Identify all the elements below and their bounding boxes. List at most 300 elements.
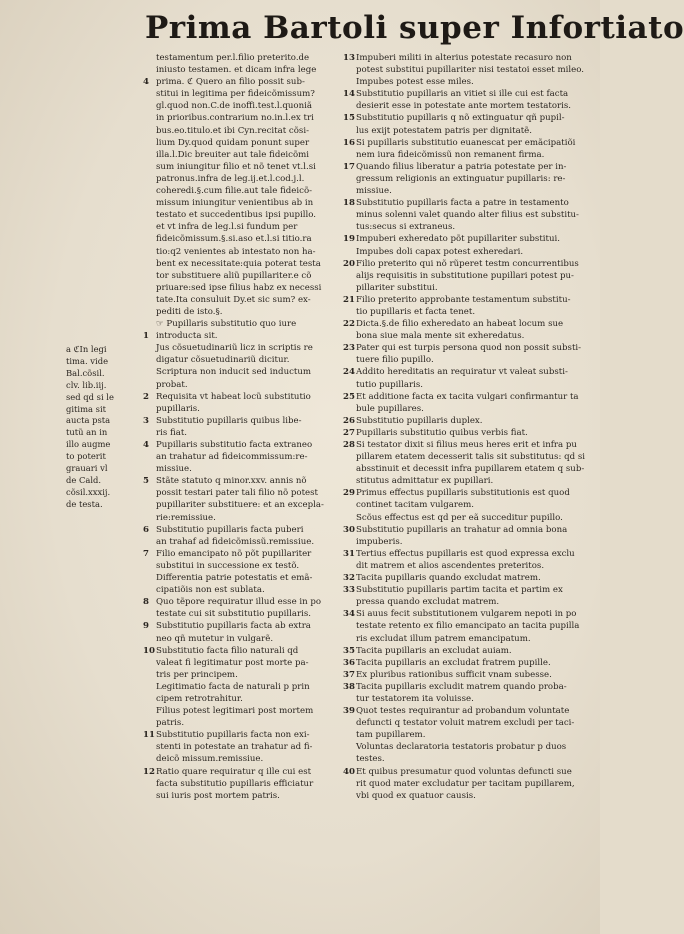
text-line — [343, 185, 593, 197]
line-text: Pupillaris substitutio quibus verbis fiat. — [356, 427, 528, 438]
line-text: stitutus admittatur ex pupillari. — [356, 476, 494, 487]
line-text: Primus effectus pupillaris substitutionis est quod — [356, 488, 570, 499]
text-line — [143, 197, 336, 209]
paragraph-number: 17 — [343, 161, 355, 172]
text-line — [143, 366, 336, 378]
line-text: pillariter substitui. — [356, 282, 438, 293]
margin-note-line: tima. vide — [66, 355, 109, 366]
text-line — [343, 741, 593, 753]
line-text: probat. — [156, 379, 188, 390]
text-line — [143, 439, 336, 451]
line-text: Tacita pupillaris an excludat auiam. — [356, 645, 512, 656]
margin-note-line: a ℭIn legi — [66, 344, 107, 354]
text-line — [343, 766, 593, 778]
line-text: Substitutio pupillaris duplex. — [356, 415, 483, 426]
text-line — [143, 330, 336, 342]
text-line — [143, 596, 336, 608]
line-text: Si auus fecit substitutionem vulgarem nepoti in po — [356, 609, 577, 620]
line-text: Si pupillaris substitutio euanescat per emãcipatiõi — [356, 137, 576, 148]
line-text: Impuberi exheredato põt pupillariter substitui. — [356, 234, 561, 245]
line-text: valeat fi legitimatur post morte pa- — [156, 657, 309, 668]
text-line — [143, 246, 336, 258]
text-line — [343, 88, 593, 100]
text-line — [143, 487, 336, 499]
text-line — [343, 729, 593, 741]
paragraph-number: 22 — [343, 319, 355, 330]
text-line — [343, 415, 593, 427]
text-line — [343, 778, 593, 790]
line-text: defuncti q testator voluit matrem excludi per taci- — [356, 718, 575, 729]
line-text: pediti de isto.§. — [156, 306, 223, 317]
line-text: tate.Ita consuluit Dy.et sic sum? ex- — [156, 294, 311, 305]
line-text: Substitutio pupillaris q nõ extinguatur qñ pupil- — [356, 113, 565, 124]
paragraph-number: 4 — [143, 440, 149, 450]
paragraph-number: 6 — [143, 524, 149, 535]
paragraph-number: 21 — [343, 294, 355, 305]
text-line — [143, 608, 336, 620]
text-line — [343, 342, 593, 354]
text-line — [343, 487, 593, 499]
line-text: tur testatorem ita voluisse. — [356, 693, 474, 704]
margin-note-line: gitima sit — [66, 403, 107, 414]
text-line — [343, 693, 593, 705]
line-text: sui iuris post mortem patris. — [156, 790, 280, 801]
line-text: Requisita vt habeat locũ substitutio — [156, 391, 311, 402]
line-text: cipatiõis non est sublata. — [156, 585, 265, 596]
line-text: minus solenni valet quando alter filius est substitu- — [356, 210, 579, 221]
paragraph-number: 27 — [343, 427, 355, 438]
text-line — [143, 379, 336, 391]
paragraph-number: 33 — [343, 585, 355, 596]
text-line — [143, 415, 336, 427]
paragraph-number: 10 — [143, 645, 155, 656]
line-text: neo qñ mutetur in vulgarẽ. — [156, 633, 274, 644]
text-line — [143, 778, 336, 790]
text-line — [143, 753, 336, 765]
paragraph-number: 36 — [343, 657, 355, 668]
line-text: Substitutio pupillaris partim tacita et partim ex — [356, 585, 563, 596]
margin-note-line: illo augme — [66, 439, 111, 450]
paragraph-number: 40 — [343, 766, 355, 777]
text-line — [343, 76, 593, 88]
line-text: tio pupillaris et facta tenet. — [356, 306, 476, 317]
text-line — [343, 294, 593, 306]
line-text: ris excludat illum patrem emancipatum. — [356, 633, 531, 644]
line-text: fideicõmissum.§.si.aso et.l.si titio.ra — [156, 234, 312, 245]
line-text: stitui in legitima per fideicõmissum? — [156, 89, 315, 100]
line-text: Jus cõsuetudinariũ licz in scriptis re — [156, 343, 313, 354]
line-text: Scriptura non inducit sed inductum — [156, 367, 312, 378]
text-line — [343, 112, 593, 124]
line-text: gressum religionis an extinguatur pupillaris: re- — [356, 173, 566, 184]
paragraph-number: 8 — [143, 597, 149, 608]
text-line — [343, 366, 593, 378]
paragraph-number: 15 — [343, 113, 355, 124]
text-line — [143, 282, 336, 294]
line-text: tris per principem. — [156, 669, 238, 680]
line-text: Scõus effectus est qd per eã succeditur pupillo. — [356, 512, 563, 523]
text-line — [143, 209, 336, 221]
text-line — [343, 270, 593, 282]
text-line — [143, 790, 336, 802]
line-text: ☞ Pupillaris substitutio quo iure — [156, 319, 297, 330]
text-line — [343, 633, 593, 645]
text-line — [143, 451, 336, 463]
paragraph-number: 3 — [143, 415, 149, 426]
line-text: an trahatur ad fideicommissum:re- — [156, 452, 308, 463]
text-line — [343, 499, 593, 511]
text-line — [143, 161, 336, 173]
line-text: tus:secus si extraneus. — [356, 222, 456, 233]
text-line — [143, 88, 336, 100]
paragraph-number: 37 — [343, 669, 355, 680]
running-title: Prima Bartoli super Infortiato — [145, 10, 684, 46]
line-text: prima. ℭ Quero an filio possit sub- — [156, 77, 305, 88]
text-line — [343, 524, 593, 536]
margin-note-line: Bal.cõsil. — [66, 367, 105, 378]
text-line — [343, 596, 593, 608]
text-line — [343, 536, 593, 548]
text-line — [343, 209, 593, 221]
paragraph-number: 34 — [343, 609, 355, 620]
paragraph-number: 30 — [343, 524, 355, 535]
line-text: dit matrem et alios ascendentes preteritos. — [356, 560, 545, 571]
marginal-annotation — [66, 344, 140, 511]
line-text: potest substitui pupillariter nisi testatoi esset mileo. — [356, 65, 584, 76]
line-text: rie:remissiue. — [156, 512, 216, 523]
line-text: bona siue mala mente sit exheredatus. — [356, 331, 525, 342]
text-line — [343, 100, 593, 112]
text-line — [143, 620, 336, 632]
line-text: Substitutio facta filio naturali qd — [156, 645, 299, 656]
line-text: Pupillaris substitutio facta extraneo — [156, 440, 313, 450]
text-line — [343, 330, 593, 342]
text-line — [343, 548, 593, 560]
line-text: gl.quod non.C.de inoffi.test.l.quoniã — [156, 101, 312, 112]
line-text: Ratio quare requiratur q ille cui est — [156, 766, 312, 777]
text-line — [143, 185, 336, 197]
line-text: Substitutio pupillaris facta non exi- — [156, 730, 310, 741]
line-text: sum iniungitur filio et nõ tenet vt.l.si — [156, 161, 316, 172]
text-line — [343, 403, 593, 415]
line-text: Filius potest legitimari post mortem — [156, 706, 314, 717]
line-text: Tacita pupillaris excludit matrem quando proba- — [356, 681, 567, 692]
paragraph-number: 24 — [343, 367, 355, 378]
line-text: Impubes potest esse miles. — [356, 77, 474, 88]
paragraph-number: 19 — [343, 234, 355, 245]
line-text: Tacita pupillaris quando excludat matrem. — [356, 573, 541, 584]
line-text: patronus.infra de leg.ij.et.l.cod.j.l. — [156, 173, 305, 184]
text-line — [343, 475, 593, 487]
paragraph-number: 38 — [343, 681, 355, 692]
text-line — [343, 572, 593, 584]
text-line — [343, 681, 593, 693]
line-text: digatur cõsuetudinariũ dicitur. — [156, 355, 290, 366]
text-line — [343, 52, 593, 64]
line-text: tio:q2 venientes ab intestato non ha- — [156, 246, 316, 257]
text-line — [343, 64, 593, 76]
text-line — [143, 657, 336, 669]
text-line — [143, 560, 336, 572]
paragraph-number: 31 — [343, 548, 355, 559]
paragraph-number: 39 — [343, 706, 355, 717]
text-line — [143, 512, 336, 524]
text-line — [343, 705, 593, 717]
line-text: facta substitutio pupillaris efficiatur — [156, 778, 314, 789]
paragraph-number: 13 — [343, 53, 355, 63]
paragraph-number: 4 — [143, 77, 149, 88]
text-line — [143, 100, 336, 112]
text-line — [343, 657, 593, 669]
margin-note-line: sed qd si le — [66, 391, 114, 402]
text-line — [143, 499, 336, 511]
line-text: testate cui sit substitutio pupillaris. — [156, 609, 312, 620]
text-line — [343, 463, 593, 475]
paragraph-number: 2 — [143, 391, 149, 402]
text-line — [143, 137, 336, 149]
paragraph-number: 20 — [343, 258, 355, 269]
line-text: Et additione facta ex tacita vulgari confirmantur ta — [356, 391, 579, 402]
text-line — [143, 633, 336, 645]
line-text: missiue. — [356, 186, 392, 197]
line-text: Dicta.§.de filio exheredato an habeat locum sue — [356, 319, 564, 330]
line-text: Stãte statuto q minor.xxv. annis nõ — [156, 476, 307, 487]
text-line — [343, 197, 593, 209]
text-line — [143, 354, 336, 366]
right-text-column — [343, 52, 593, 860]
line-text: Ex pluribus rationibus sufficit vnam subesse. — [356, 669, 552, 680]
paragraph-number: 25 — [343, 391, 355, 402]
paragraph-number: 12 — [143, 766, 155, 777]
margin-note-line: aucta psta — [66, 415, 111, 426]
paragraph-number: 16 — [343, 137, 355, 148]
paragraph-number: 11 — [143, 730, 155, 741]
line-text: Et quibus presumatur quod voluntas defuncti sue — [356, 766, 572, 777]
text-line — [343, 717, 593, 729]
paragraph-number: 28 — [343, 440, 355, 450]
text-line — [143, 258, 336, 270]
margin-note-line: grauari vl — [66, 463, 108, 474]
line-text: bule pupillares. — [356, 403, 424, 414]
margin-note-line: de testa. — [66, 498, 103, 509]
line-text: desierit esse in potestate ante mortem testatoris. — [356, 101, 572, 112]
text-line — [143, 463, 336, 475]
line-text: continet tacitam vulgarem. — [356, 500, 474, 511]
line-text: testamentum per.l.filio preterito.de — [156, 53, 310, 63]
paragraph-number: 35 — [343, 645, 355, 656]
text-line — [343, 439, 593, 451]
text-line — [143, 270, 336, 282]
line-text: Voluntas declaratoria testatoris probatur p duos — [356, 742, 567, 753]
text-line — [143, 173, 336, 185]
text-line — [143, 76, 336, 88]
line-text: Si testator dixit si filius meus heres erit et infra pu — [356, 440, 577, 450]
text-line — [143, 342, 336, 354]
line-text: possit testari pater tali filio nõ potest — [156, 488, 319, 499]
text-line — [343, 137, 593, 149]
line-text: Substitutio pupillaris facta ab extra — [156, 621, 311, 632]
text-line — [143, 693, 336, 705]
text-line — [143, 233, 336, 245]
line-text: Substitutio pupillaris facta a patre in testamento — [356, 198, 569, 209]
line-text: deicõ missum.remissiue. — [156, 754, 264, 765]
text-line — [343, 233, 593, 245]
text-line — [343, 608, 593, 620]
line-text: missum iniungitur venientibus ab in — [156, 198, 314, 209]
line-text: vbi quod ex quatuor causis. — [356, 790, 476, 801]
line-text: introducta sit. — [156, 331, 218, 342]
line-text: Quo tẽpore requiratur illud esse in po — [156, 597, 322, 608]
text-line — [343, 451, 593, 463]
line-text: absstinuit et decessit infra pupillarem etatem q sub- — [356, 464, 585, 475]
text-line — [143, 584, 336, 596]
line-text: an trahaf ad fideicõmissũ.remissiue. — [156, 536, 315, 547]
text-line — [143, 572, 336, 584]
text-line — [343, 560, 593, 572]
line-text: tutio pupillaris. — [356, 379, 424, 390]
line-text: illa.l.Dic breuiter aut tale fideicõmi — [156, 149, 310, 160]
text-line — [143, 681, 336, 693]
paragraph-number: 14 — [343, 89, 355, 100]
line-text: nem iura fideicõmissũ non remanent firma. — [356, 149, 545, 160]
line-text: priuare:sed ipse filius habz ex necessi — [156, 282, 322, 293]
line-text: testes. — [356, 754, 385, 765]
line-text: substitui in successione ex testõ. — [156, 560, 300, 571]
line-text: testate retento ex filio emancipato an tacita pupilla — [356, 621, 580, 632]
text-line — [143, 391, 336, 403]
text-line — [143, 306, 336, 318]
text-line — [143, 64, 336, 76]
line-text: missiue. — [156, 464, 192, 475]
line-text: iniusto testamen. et dicam infra lege — [156, 65, 317, 76]
line-text: Quot testes requirantur ad probandum voluntate — [356, 706, 570, 717]
line-text: pupillariter substituere: et an excepla- — [156, 500, 324, 511]
line-text: Impuberi militi in alterius potestate recasuro non — [356, 53, 572, 63]
text-line — [343, 512, 593, 524]
line-text: bent ex necessitate:quia poterat testa — [156, 258, 321, 269]
text-line — [143, 536, 336, 548]
line-text: Substitutio pupillaris an vitiet si ille cui est facta — [356, 89, 569, 100]
line-text: tam pupillarem. — [356, 730, 426, 741]
line-text: Addito hereditatis an requiratur vt valeat substi- — [356, 367, 568, 378]
text-line — [343, 221, 593, 233]
line-text: stenti in potestate an trahatur ad fi- — [156, 742, 313, 753]
line-text: Substitutio pupillaris quibus libe- — [156, 415, 302, 426]
line-text: pupillaris. — [156, 403, 200, 414]
text-line — [143, 294, 336, 306]
paragraph-number: 23 — [343, 343, 355, 354]
text-line — [343, 318, 593, 330]
line-text: Tacita pupillaris an excludat fratrem pupille. — [356, 657, 551, 668]
line-text: Differentia patrie potestatis et emã- — [156, 573, 313, 584]
text-line — [343, 258, 593, 270]
text-line — [143, 427, 336, 439]
line-text: tor substituere aliũ pupillariter.e cõ — [156, 270, 312, 281]
text-line — [143, 717, 336, 729]
paragraph-number: 26 — [343, 415, 355, 426]
line-text: alijs requisitis in substitutione pupillari potest pu- — [356, 270, 574, 281]
text-line — [343, 246, 593, 258]
text-line — [343, 753, 593, 765]
text-line — [143, 705, 336, 717]
text-line — [343, 173, 593, 185]
line-text: testato et succedentibus ipsi pupillo. — [156, 210, 316, 221]
line-text: Substitutio pupillaris facta puberi — [156, 524, 304, 535]
line-text: Pater qui est turpis persona quod non possit substi- — [356, 343, 582, 354]
margin-note-line: to poterit — [66, 451, 106, 462]
line-text: Legitimatio facta de naturali p prin — [156, 681, 310, 692]
line-text: bus.eo.titulo.et ibi Cyn.recitat cõsi- — [156, 125, 309, 136]
text-line — [143, 221, 336, 233]
line-text: pillarem etatem decesserit talis sit substitutus: qd si — [356, 452, 585, 463]
paragraph-number: 5 — [143, 476, 149, 487]
line-text: pressa quando excludat matrem. — [356, 597, 500, 608]
text-line — [143, 475, 336, 487]
line-text: in prioribus.contrarium no.in.l.ex tri — [156, 113, 314, 124]
text-line — [343, 645, 593, 657]
text-line — [343, 669, 593, 681]
text-line — [143, 766, 336, 778]
text-line — [343, 790, 593, 802]
text-line — [343, 354, 593, 366]
text-line — [343, 306, 593, 318]
margin-note-line: de Cald. — [66, 474, 102, 485]
left-text-column — [143, 52, 336, 860]
text-line — [143, 52, 336, 64]
line-text: lium Dy.quod quidam ponunt super — [156, 137, 310, 148]
line-text: ris fiat. — [156, 427, 188, 438]
line-text: impuberis. — [356, 536, 403, 547]
paragraph-number: 7 — [143, 548, 149, 559]
text-line — [143, 125, 336, 137]
margin-note-line: cõsil.xxxij. — [66, 486, 111, 497]
text-line — [143, 741, 336, 753]
paragraph-number: 32 — [343, 573, 355, 584]
line-text: lus exijt potestatem patris per dignitatẽ. — [356, 125, 532, 136]
text-line — [143, 112, 336, 124]
text-line — [143, 149, 336, 161]
text-line — [343, 282, 593, 294]
line-text: Filio preterito qui nõ rũperet testm concurrentibus — [356, 258, 579, 269]
text-line — [343, 391, 593, 403]
line-text: Impubes doli capax potest exheredari. — [356, 246, 524, 257]
text-line — [143, 403, 336, 415]
line-text: Filio emancipato nõ põt pupillariter — [156, 548, 312, 559]
line-text: et vt infra de leg.l.si fundum per — [156, 222, 298, 233]
text-line — [343, 427, 593, 439]
paragraph-number: 18 — [343, 198, 355, 209]
text-line — [143, 669, 336, 681]
line-text: tuere filio pupillo. — [356, 355, 434, 366]
margin-note-line: tutũ an in — [66, 427, 108, 438]
line-text: Filio preterito approbante testamentum substitu- — [356, 294, 571, 305]
line-text: Quando filius liberatur a patria potestate per in- — [356, 161, 567, 172]
line-text: rit quod mater excludatur per tacitam pupillarem, — [356, 778, 575, 789]
text-line — [143, 645, 336, 657]
line-text: cipem retrotrahitur. — [156, 693, 243, 704]
text-line — [343, 620, 593, 632]
line-text: patris. — [156, 718, 185, 729]
paragraph-number: 29 — [343, 488, 355, 499]
line-text: Substitutio pupillaris an trahatur ad omnia bona — [356, 524, 568, 535]
paragraph-number: 1 — [143, 331, 149, 342]
text-line — [343, 149, 593, 161]
text-line — [143, 548, 336, 560]
text-line — [143, 318, 336, 330]
line-text: coheredi.§.cum filie.aut tale fideicõ- — [156, 186, 313, 197]
line-text: Tertius effectus pupillaris est quod expressa exclu — [356, 548, 575, 559]
text-line — [343, 161, 593, 173]
